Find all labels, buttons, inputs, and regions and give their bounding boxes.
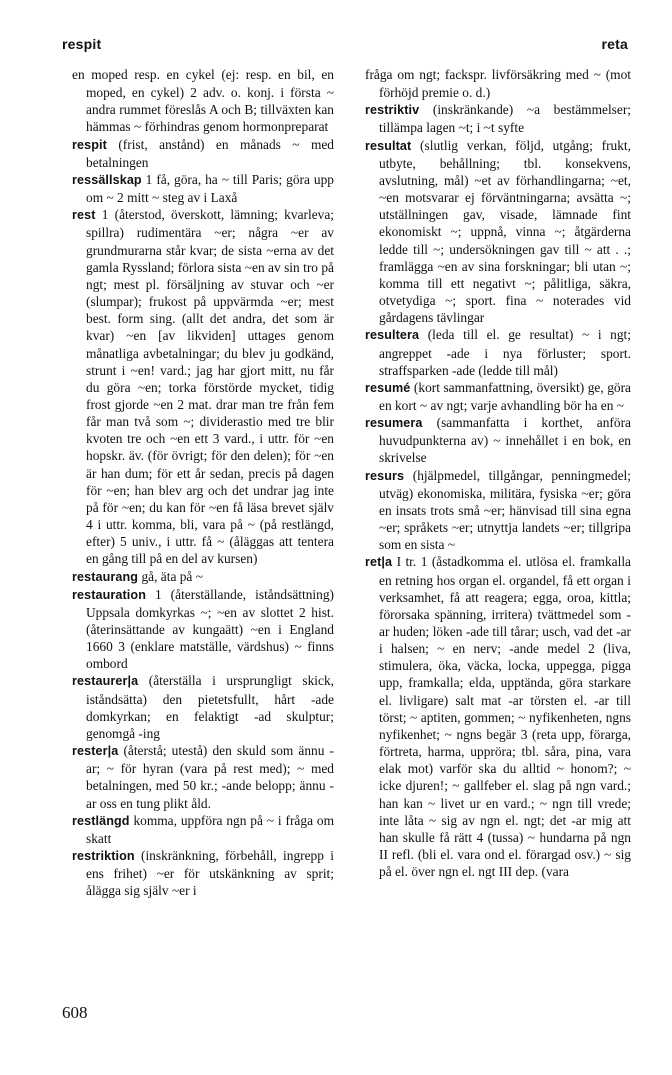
entry-headword: resurs bbox=[365, 468, 405, 483]
entry-headword: restaurang bbox=[72, 569, 139, 584]
entry-headword: ret|a bbox=[365, 555, 393, 570]
running-head-right: reta bbox=[601, 36, 628, 52]
entry-text: fråga om ngt; fackspr. livförsäkring med ~ (mot förhöjd premie o. d.) bbox=[365, 67, 631, 101]
entry-text: en moped resp. en cykel (ej: resp. en bil, en moped, en cykel) 2 adv. o. konj. i första ~ andra rummet föreslås A och B; tillväxten kan hämmas ~ förhindras genom hormonpreparat bbox=[72, 67, 334, 135]
entry-headword: resultera bbox=[365, 328, 420, 343]
entry-headword: restriktiv bbox=[365, 103, 420, 118]
dictionary-entry bbox=[72, 206, 334, 567]
running-head-left: respit bbox=[62, 36, 102, 52]
entry-text: (leda till el. ge resultat) ~ i ngt; angreppet -ade i nya förluster; sport. straffsparken -ade (ledde till mål) bbox=[379, 327, 631, 378]
dictionary-entry bbox=[365, 66, 631, 101]
dictionary-entry bbox=[365, 553, 631, 880]
dictionary-entry bbox=[365, 137, 631, 327]
entry-text: I tr. 1 (åstadkomma el. utlösa el. framkalla en retning hos organ el. organdel, få ett organ i verksamhet, få att reagera; egga, oroa, kittla; förorsaka spänning, irritera) tvättmedel som -ar huden; löken -ade till tårar; usch, vad det -ar i halsen; ~ en nerv; -ande medel 2 (liva, stimulera, öka, väcka, locka, uppegga, pigga upp, framkalla; elda, upptända, göra starkare el. livligare) salt mat -ar törsten el. -ar till törst; ~ aptiten, gommen; ~ nyfikenheten, ngns nyfikenhet; ~ ngns begär 3 (reta upp, förarga, förtreta, harma, uppröra; tbl. såra, pina, vara elak mot) varför ska du alltid ~ honom?; ~ icke djuren!; ~ gallfeber el. slag på ngn vard.; han kan ~ livet ur en vard.; ~ ngn till vrede; inte låta ~ sig av ngn el. ngt; det -ar mig att han skulle få rätt 4 (tussa) ~ hundarna på ngn II refl. (bli el. vara ond el. förargad osv.) ~ sig på el. över ngn el. ngt III dep. (vara bbox=[379, 554, 631, 880]
dictionary-entry bbox=[72, 847, 334, 899]
entry-text: (inskränkning, förbehåll, ingrepp i ens frihet) ~er för utskänkning av sprit; ålägga sig själv ~er i bbox=[86, 848, 334, 899]
entry-headword: restriktion bbox=[72, 849, 135, 864]
entry-headword: rester|a bbox=[72, 744, 119, 759]
entry-headword: rest bbox=[72, 208, 96, 223]
entry-text: komma, uppföra ngn på ~ i fråga om skatt bbox=[86, 812, 334, 846]
dictionary-entry bbox=[72, 66, 334, 136]
dictionary-entry bbox=[365, 326, 631, 378]
entry-text: (kort sammanfattning, översikt) ge, göra en kort ~ av ngt; varje avhandling bör ha en ~ bbox=[379, 379, 631, 413]
entry-text: (frist, anstånd) en månads ~ med betalningen bbox=[86, 136, 334, 170]
dictionary-entry bbox=[365, 467, 631, 554]
left-column bbox=[72, 66, 334, 900]
entry-text: 1 (återstod, överskott, lämning; kvarleva; spillra) rudimentära ~er; några ~er av grundmurarna står kvar; de sista ~erna av det gamla Ryssland; förlora sista ~en av sin tro på ngt; mest pl. försäljning av stuvar och ~er (slumpar); frukost på uppvärmda ~er; mest best. form sing. (allt det andra, det som är kvar) ~en [av likviden] uttages genom månatliga avbetalningar; du blev ju godkänd, strunt i ~en! vard.; jag har gjort mitt, nu får du göra ~en; torka förstörde mycket, tidig frost gjorde ~en 2 mat. drar man tre från fem får man två som ~; dividerastio med tre blir kvoten tre och ~en ett 3 vard., i uttr. för ~en hopskr. äv. (för övrigt; för den delen); för ~en är han dum; för ett år sedan, precis på dagen för ~en; han blev arg och det undrar jag inte på för ~en; du kan för ~en få läsa brevet själv 4 i uttr. komma, bli, vara på ~ (på restlängd, efter) 5 univ., i uttr. få ~ (åläggas att tentera en gång till på en del av kursen) bbox=[86, 207, 334, 567]
entry-text: (återstå; utestå) den skuld som ännu -ar; ~ för hyran (vara på rest med); ~ med betalningen, med 50 kr.; -ande belopp; ännu -ar oss en tung plikt åld. bbox=[86, 743, 334, 811]
entry-text: 1 (återställande, iståndsättning) Uppsala domkyrkas ~; ~en av slottet 2 hist. (återinsättande av kungaätt) ~en i England 1660 3 (enklare matställe, värdshus) ~ finns ombord bbox=[86, 586, 334, 672]
page-number: 608 bbox=[62, 1003, 88, 1022]
entry-headword: resumera bbox=[365, 416, 423, 431]
dictionary-entry bbox=[72, 136, 334, 171]
entry-headword: restaurer|a bbox=[72, 674, 139, 689]
dictionary-entry bbox=[365, 414, 631, 466]
dictionary-entry bbox=[72, 672, 334, 742]
dictionary-entry bbox=[365, 101, 631, 136]
dictionary-entry bbox=[72, 171, 334, 206]
dictionary-entry bbox=[365, 379, 631, 414]
right-column bbox=[365, 66, 631, 880]
entry-text: (slutlig verkan, följd, utgång; frukt, utbyte, behållning; tbl. konsekvens, avslutning, mål) ~et av förhandlingarna; ~et, ~en motsvarar ej förväntningarna; avsätta ~; utställningen gav, visade, lämnade fint ekonomiskt ~; uppnå, vinna ~; åtgärderna ledde till ~; undersökningen gav till ~ att . .; framlägga ~en av sina forskningar; bli utan ~; komma till ett negativt ~; pålitliga, säkra, otvetydiga ~; sport. fina ~ noterades vid gårdagens tävlingar bbox=[379, 137, 631, 326]
entry-headword: resumé bbox=[365, 380, 411, 395]
dictionary-entry bbox=[72, 812, 334, 847]
dictionary-entry bbox=[72, 568, 334, 586]
entry-text: (inskränkande) ~a bestämmelser; tillämpa lagen ~t; i ~t syfte bbox=[379, 102, 631, 136]
entry-headword: ressällskap bbox=[72, 172, 142, 187]
entry-headword: restlängd bbox=[72, 813, 130, 828]
dictionary-entry bbox=[72, 742, 334, 812]
entry-headword: resultat bbox=[365, 138, 412, 153]
entry-text: (hjälpmedel, tillgångar, penningmedel; utväg) ekonomiska, militära, fysiska ~er; göra en insats trots små ~er; hänvisad till sina egna ~er; språkets ~er; utnyttja landets ~er; tillgripa som en sista ~ bbox=[379, 467, 631, 553]
entry-text: (sammanfatta i korthet, anföra huvudpunkterna av) ~ innehållet i en bok, en skrivelse bbox=[379, 415, 631, 466]
entry-headword: respit bbox=[72, 137, 107, 152]
entry-headword: restauration bbox=[72, 587, 146, 602]
dictionary-entry bbox=[72, 586, 334, 673]
entry-text: 1 få, göra, ha ~ till Paris; göra upp om ~ 2 mitt ~ steg av i Laxå bbox=[86, 171, 334, 206]
entry-text: gå, äta på ~ bbox=[138, 568, 203, 584]
entry-text: (återställa i ursprungligt skick, iståndsätta) den pietetsfullt, hårt -ade domkyrkan; en felaktigt -ad skulptur; genomgå -ing bbox=[86, 673, 334, 741]
